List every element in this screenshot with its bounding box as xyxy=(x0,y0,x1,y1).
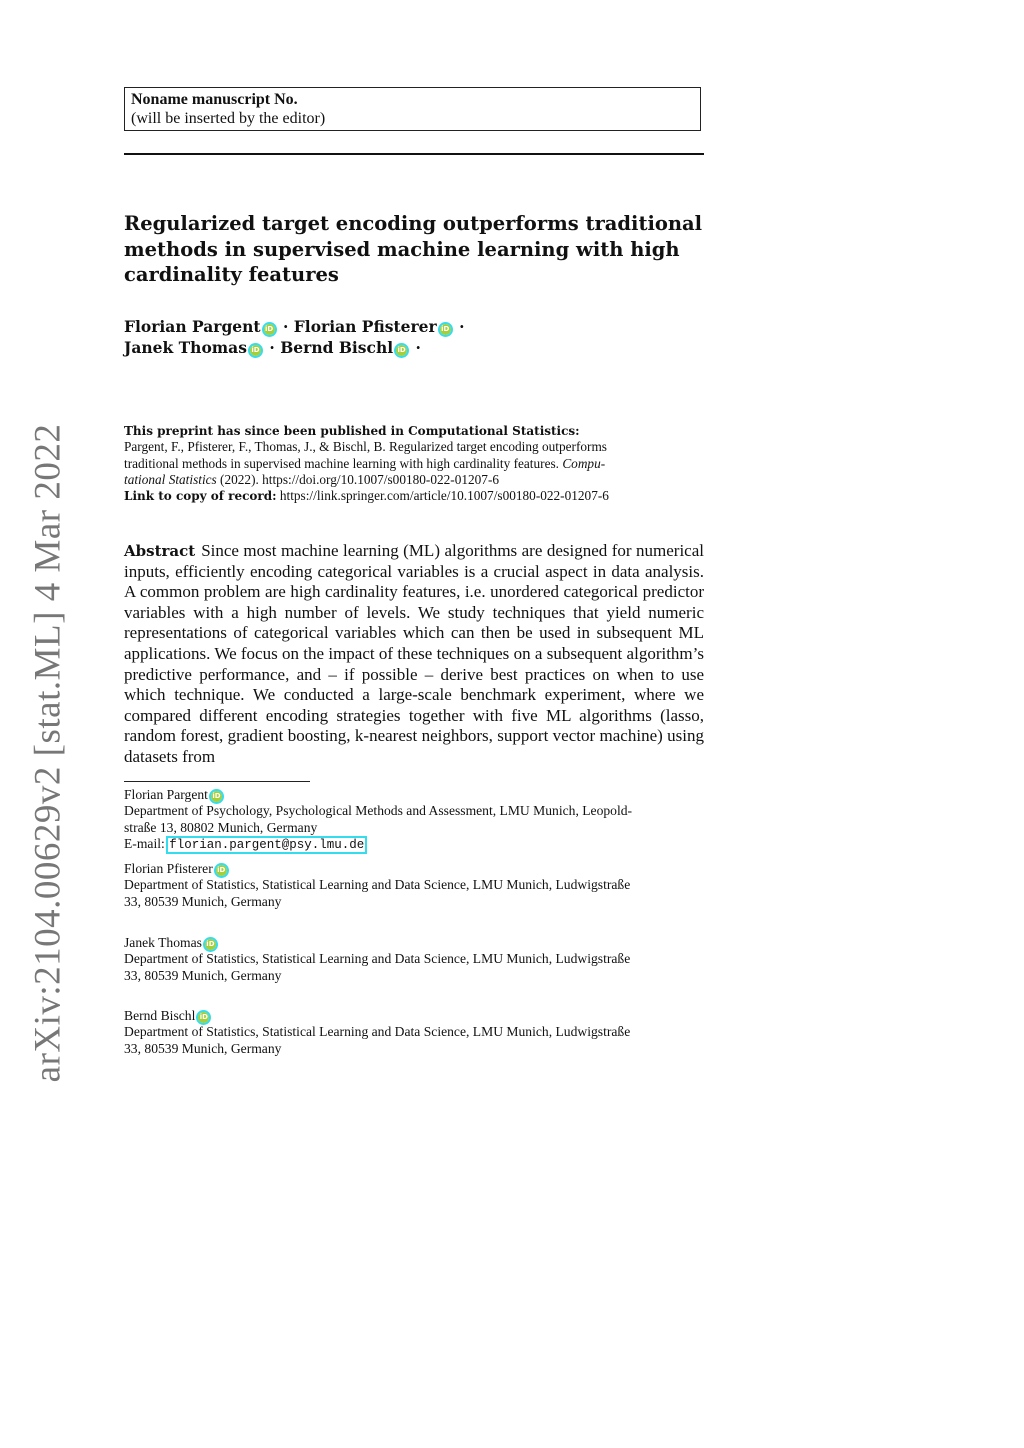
arxiv-id: arXiv:2104.00629v2 [stat.ML] 4 Mar 2022 xyxy=(27,423,69,1083)
abstract-label: Abstract xyxy=(124,542,196,560)
affiliation-name: Bernd Bischl xyxy=(124,1008,196,1023)
title-line: cardinality features xyxy=(124,263,339,286)
journal-name: tational Statistics xyxy=(124,471,217,487)
author-separator: · xyxy=(269,338,275,357)
author-separator: · xyxy=(459,317,465,336)
author-name: Florian Pfisterer xyxy=(293,317,437,336)
manuscript-number: Noname manuscript No. xyxy=(131,91,298,108)
orcid-icon[interactable]: iD xyxy=(199,1013,208,1021)
citation-line: traditional methods in supervised machine learning with high cardinality features. Compu- xyxy=(124,455,606,471)
author-name: Bernd Bischl xyxy=(280,338,394,357)
affiliation-dept: Department of Psychology, Psychological Methods and Assessment, LMU Munich, Leopold- xyxy=(124,803,633,819)
header-rule xyxy=(124,153,704,155)
arxiv-sidebar xyxy=(20,423,76,1083)
affiliation-name: Florian Pfisterer xyxy=(124,861,213,876)
affiliation-dept: straße 13, 80802 Munich, Germany xyxy=(124,819,318,835)
affiliation xyxy=(124,1008,704,1057)
affiliation-dept: 33, 80539 Munich, Germany xyxy=(124,893,282,909)
affiliation-dept: Department of Statistics, Statistical Learning and Data Science, LMU Munich, Ludwigstraße xyxy=(124,1024,631,1040)
author-separator: · xyxy=(282,317,289,336)
record-link-line xyxy=(124,488,704,504)
manuscript-box xyxy=(124,87,701,131)
author-separator: · xyxy=(415,338,421,357)
title-line: Regularized target encoding outperforms traditional xyxy=(124,212,703,235)
publication-heading: This preprint has since been published in Computational Statistics: xyxy=(124,424,580,438)
author-name: Janek Thomas xyxy=(124,338,247,357)
affiliation-dept: Department of Statistics, Statistical Learning and Data Science, LMU Munich, Ludwigstraße xyxy=(124,951,631,967)
affiliation-dept: Department of Statistics, Statistical Learning and Data Science, LMU Munich, Ludwigstraße xyxy=(124,877,631,893)
affiliation xyxy=(124,935,704,984)
paper-title xyxy=(124,211,709,288)
orcid-icon[interactable]: iD xyxy=(206,940,215,948)
orcid-icon[interactable]: iD xyxy=(264,325,274,333)
affiliation-dept: 33, 80539 Munich, Germany xyxy=(124,1040,282,1056)
citation-line: Pargent, F., Pfisterer, F., Thomas, J., & Bischl, B. Regularized target encoding outperforms xyxy=(124,439,607,455)
doi-link[interactable]: (2022). https://doi.org/10.1007/s00180-022-01207-6 xyxy=(220,471,500,487)
email-link[interactable]: florian.pargent@psy.lmu.de xyxy=(169,838,365,853)
affiliation-name: Florian Pargent xyxy=(124,787,208,802)
orcid-icon[interactable]: iD xyxy=(217,866,226,874)
link-label: Link to copy of record: xyxy=(124,489,277,504)
author-list xyxy=(124,316,709,358)
record-link[interactable]: https://link.springer.com/article/10.1007/s00180-022-01207-6 xyxy=(279,488,609,504)
abstract xyxy=(124,541,704,768)
orcid-icon[interactable]: iD xyxy=(251,346,260,354)
author-name: Florian Pargent xyxy=(124,317,261,336)
orcid-icon[interactable]: iD xyxy=(441,325,450,333)
editor-note: (will be inserted by the editor) xyxy=(131,110,326,127)
citation-line xyxy=(124,472,704,488)
affiliation-name: Janek Thomas xyxy=(124,935,202,950)
affiliation-dept: 33, 80539 Munich, Germany xyxy=(124,967,282,983)
affiliation xyxy=(124,787,704,854)
publication-note xyxy=(124,423,704,504)
email-label: E-mail: xyxy=(124,836,165,852)
footnote-rule xyxy=(124,781,310,782)
abstract-text: Since most machine learning (ML) algorithms are designed for numerical inputs, efficiently encoding categorical variables is a crucial aspect in data analysis. A common problem are high cardinality features, i.e. unordered categorical predictor variables with a high number of levels. We study techniques that yield numeric representations of categorical variables which can then be used in subsequent ML applications. We focus on the impact of these techniques on a subsequent algorithm’s predictive performance, and – if possible – derive best practices on when to use which technique. We conducted a large-scale benchmark experiment, where we compared different encoding strategies together with five ML algorithms (lasso, random forest, gradient boosting, k-nearest neighbors, support vector machine) using datasets from xyxy=(124,541,704,766)
affiliation xyxy=(124,861,704,910)
journal-name: Compu- xyxy=(562,455,606,471)
orcid-icon[interactable]: iD xyxy=(212,792,221,800)
title-line: methods in supervised machine learning with high xyxy=(124,237,680,261)
orcid-icon[interactable]: iD xyxy=(397,346,406,354)
